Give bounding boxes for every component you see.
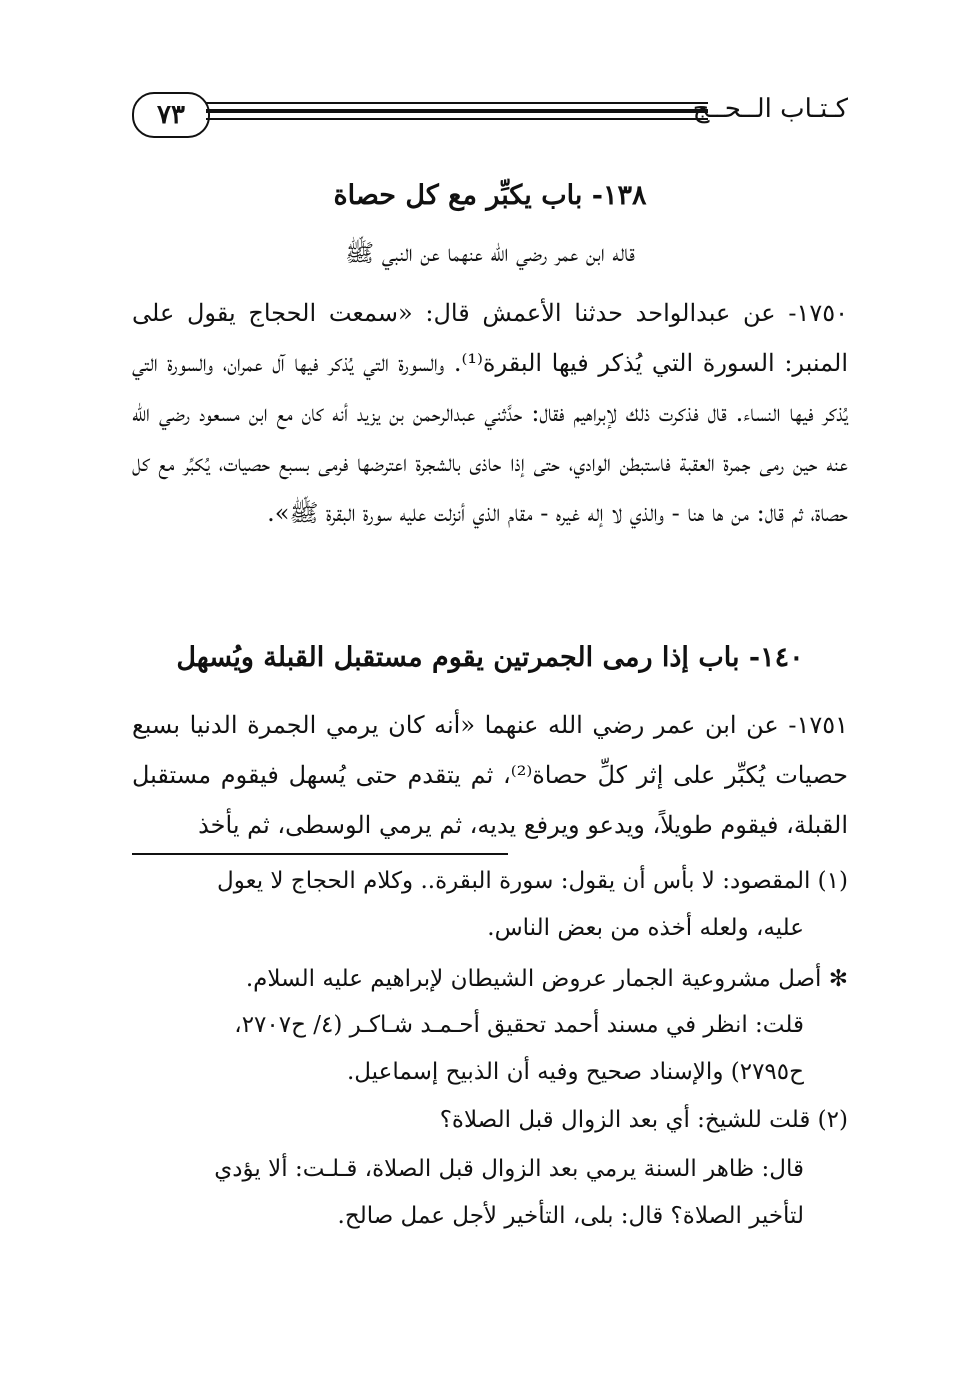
running-title: كـتـاب الــحــج <box>692 94 848 124</box>
footnote-separator <box>132 853 508 855</box>
footnote-2-answer-line-2: لتأخير الصلاة؟ قال: بلى، التأخير لأجل عمل صالح. <box>337 1203 804 1229</box>
footnote-qult-line-2: ح٢٧٩٥) والإسناد صحيح وفيه أن الذبيح إسماعيل. <box>346 1059 804 1085</box>
footnote-2-answer-line-1: قال: ظاهر السنة يرمي بعد الزوال قبل الصلاة، قـلـت: ألا يؤدي <box>214 1156 804 1182</box>
page-number: ٧٣ <box>132 92 210 138</box>
chapter-138 <box>132 180 848 211</box>
hadith-text: ١٧٥٠- عن عبدالواحد حدثنا الأعمش قال: «سمعت الحجاج يقول على المنبر: السورة التي يُذكر فيها البقرة⁽¹⁾. والسورة التي يُذكر فيها آل عمران، والسورة التي يُذكر فيها النساء. قال فذكرت ذلك لإبراهيم فقال: حدَّثني عبدالرحمن بن يزيد أنه كان مع ابن مسعود رضي الله عنه حين رمى جمرة العقبة فاستبطن الوادي، حتى إذا حاذى بالشجرة اعترضها فرمى بسبع حصيات، يُكبِّر مع كل حصاة، ثم قال: من ها هنا - والذي لا إله غيره - مقام الذي أنزلت عليه سورة البقرة ﷺ». <box>132 299 848 527</box>
chapter-138-narrator <box>132 238 848 273</box>
chapter-title: ١٤٠- باب إذا رمى الجمرتين يقوم مستقبل القبلة ويُسهل <box>176 642 804 673</box>
footnote-star-note: ✻ أصل مشروعية الجمار عروض الشيطان لإبراهيم عليه السلام. <box>245 966 848 992</box>
chapter-140 <box>132 642 848 673</box>
page-header <box>132 88 848 144</box>
hadith-1750 <box>132 288 848 538</box>
hadith-text: ١٧٥١- عن ابن عمر رضي الله عنهما «أنه كان يرمي الجمرة الدنيا بسبع حصيات يُكبِّر على إثر كلِّ حصاة⁽²⁾، ثم يتقدم حتى يُسهل فيقوم مستقبل القبلة، فيقوم طويلاً، ويدعو ويرفع يديه، ثم يرمي الوسطى، ثم يأخذ <box>132 711 848 839</box>
footnote-2-question: (٢) قلت للشيخ: أي بعد الزوال قبل الصلاة؟ <box>439 1107 848 1133</box>
chapter-title: ١٣٨- باب يكبِّر مع كل حصاة <box>333 180 647 211</box>
hadith-1751 <box>132 700 848 850</box>
header-rule <box>206 102 708 125</box>
footnote-1-line-1: (١) المقصود: لا بأس أن يقول: سورة البقرة.. وكلام الحجاج لا يعول <box>217 868 848 894</box>
footnote-1-line-2: عليه، ولعله أخذه من بعض الناس. <box>487 915 804 941</box>
footnote-qult-line-1: قلت: انظر في مسند أحمد تحقيق أحـمـد شـاكـر (٤/ ح٢٧٠٧، <box>234 1012 804 1038</box>
narrator-line: قاله ابن عمر رضي الله عنهما عن النبي ﷺ <box>345 239 635 267</box>
